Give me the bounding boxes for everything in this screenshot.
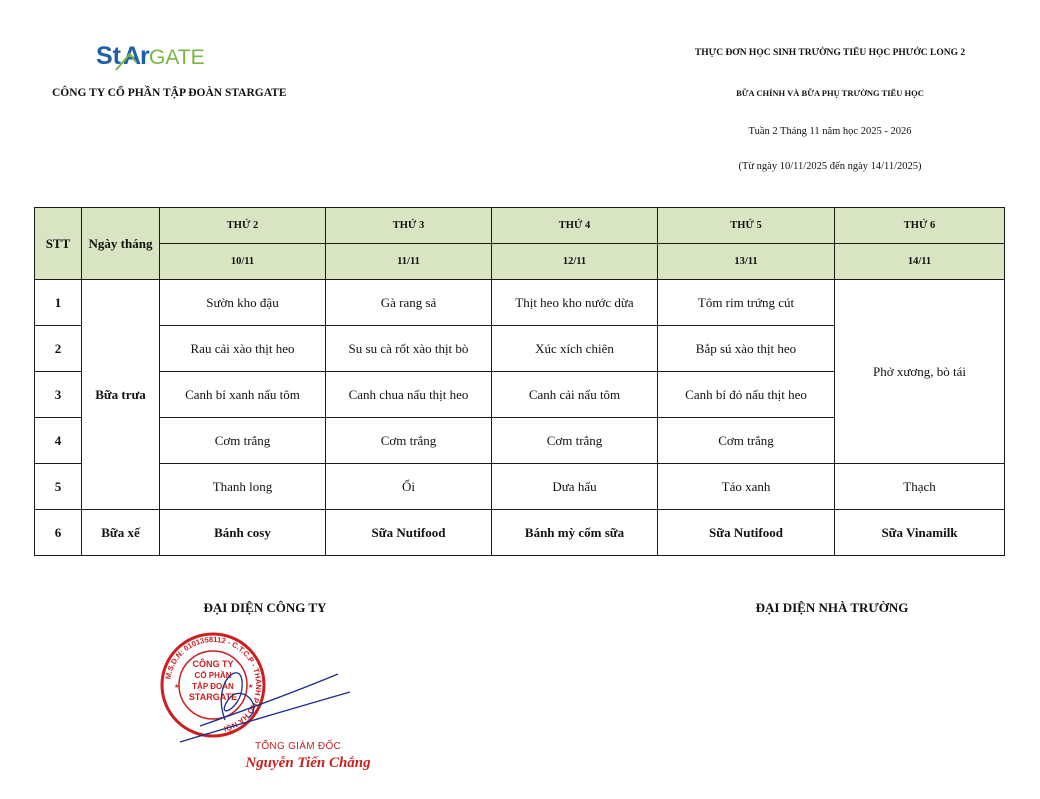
company-representative-label: ĐẠI DIỆN CÔNG TY <box>203 600 327 615</box>
dish-cell: Gà rang sả <box>326 280 492 326</box>
table-row <box>35 464 1005 510</box>
signer-name: Nguyễn Tiến Chắng <box>245 755 371 771</box>
snack-cell: Sữa Nutifood <box>658 510 835 556</box>
day-header: THỨ 2 <box>160 208 326 244</box>
friday-main-dish: Phở xương, bò tái <box>835 280 1005 464</box>
week-label: Tuần 2 Tháng 11 năm học 2025 - 2026 <box>748 126 912 137</box>
svg-text:CỔ PHẦN: CỔ PHẦN <box>194 671 232 680</box>
dish-cell: Cơm trắng <box>326 418 492 464</box>
date-header: Ngày tháng <box>82 208 160 280</box>
dish-cell: Tôm rim trứng cút <box>658 280 835 326</box>
row-number: 2 <box>35 326 82 372</box>
menu-title: THỰC ĐƠN HỌC SINH TRƯỜNG TIỂU HỌC PHƯỚC LONG 2 <box>694 48 966 58</box>
table-header-row <box>35 208 1005 244</box>
svg-text:TẬP ĐOÀN: TẬP ĐOÀN <box>192 682 234 691</box>
dish-cell: Ổi <box>326 464 492 510</box>
dish-cell: Cơm trắng <box>492 418 658 464</box>
table-date-row <box>35 244 1005 280</box>
dish-cell: Thạch <box>835 464 1005 510</box>
snack-label: Bữa xế <box>82 510 160 556</box>
svg-text:St: St <box>96 42 121 70</box>
svg-text:★: ★ <box>174 684 180 690</box>
handwritten-signature <box>170 660 370 750</box>
menu-subtitle: BỮA CHÍNH VÀ BỮA PHỤ TRƯỜNG TIỂU HỌC <box>736 88 924 98</box>
dish-cell: Cơm trắng <box>160 418 326 464</box>
day-header: THỨ 6 <box>835 208 1005 244</box>
table-row <box>35 280 1005 326</box>
day-header: THỨ 4 <box>492 208 658 244</box>
dish-cell: Táo xanh <box>658 464 835 510</box>
stt-header: STT <box>35 208 82 280</box>
row-number: 6 <box>35 510 82 556</box>
day-date: 14/11 <box>835 244 1005 280</box>
signer-title: TỔNG GIÁM ĐỐC <box>254 741 342 752</box>
stargate-logo <box>96 40 226 74</box>
menu-table <box>34 207 1005 556</box>
day-header: THỨ 3 <box>326 208 492 244</box>
dish-cell: Canh bí đỏ nấu thịt heo <box>658 372 835 418</box>
company-name: CÔNG TY CỔ PHẦN TẬP ĐOÀN STARGATE <box>52 87 287 99</box>
snack-row <box>35 510 1005 556</box>
dish-cell: Cơm trắng <box>658 418 835 464</box>
school-representative-label: ĐẠI DIỆN NHÀ TRƯỜNG <box>755 600 909 615</box>
lunch-label: Bữa trưa <box>82 280 160 510</box>
day-date: 12/11 <box>492 244 658 280</box>
dish-cell: Su su cà rốt xào thịt bò <box>326 326 492 372</box>
dish-cell: Bắp sú xào thịt heo <box>658 326 835 372</box>
dish-cell: Canh cải nấu tôm <box>492 372 658 418</box>
row-number: 1 <box>35 280 82 326</box>
svg-text:A: A <box>123 42 142 70</box>
dish-cell: Canh chua nấu thịt heo <box>326 372 492 418</box>
svg-text:STARGATE: STARGATE <box>188 692 238 702</box>
svg-text:r: r <box>140 42 150 70</box>
snack-cell: Bánh cosy <box>160 510 326 556</box>
day-date: 10/11 <box>160 244 326 280</box>
snack-cell: Sữa Vinamilk <box>835 510 1005 556</box>
dish-cell: Dưa hấu <box>492 464 658 510</box>
dish-cell: Thanh long <box>160 464 326 510</box>
dish-cell: Rau cải xào thịt heo <box>160 326 326 372</box>
row-number: 3 <box>35 372 82 418</box>
day-header: THỨ 5 <box>658 208 835 244</box>
day-date: 13/11 <box>658 244 835 280</box>
snack-cell: Sữa Nutifood <box>326 510 492 556</box>
dish-cell: Sườn kho đậu <box>160 280 326 326</box>
row-number: 4 <box>35 418 82 464</box>
svg-text:GATE: GATE <box>149 46 205 69</box>
row-number: 5 <box>35 464 82 510</box>
dish-cell: Thịt heo kho nước dừa <box>492 280 658 326</box>
date-range: (Từ ngày 10/11/2025 đến ngày 14/11/2025) <box>738 161 922 172</box>
svg-text:M.S.D.N: 0101358112 - C.T.C.P: M.S.D.N: 0101358112 - C.T.C.P - THÀNH PHỐ HÀ NỘI <box>163 634 264 734</box>
snack-cell: Bánh mỳ cốm sữa <box>492 510 658 556</box>
day-date: 11/11 <box>326 244 492 280</box>
dish-cell: Xúc xích chiên <box>492 326 658 372</box>
svg-text:★: ★ <box>248 684 254 690</box>
dish-cell: Canh bí xanh nấu tôm <box>160 372 326 418</box>
svg-text:CÔNG TY: CÔNG TY <box>192 659 234 669</box>
